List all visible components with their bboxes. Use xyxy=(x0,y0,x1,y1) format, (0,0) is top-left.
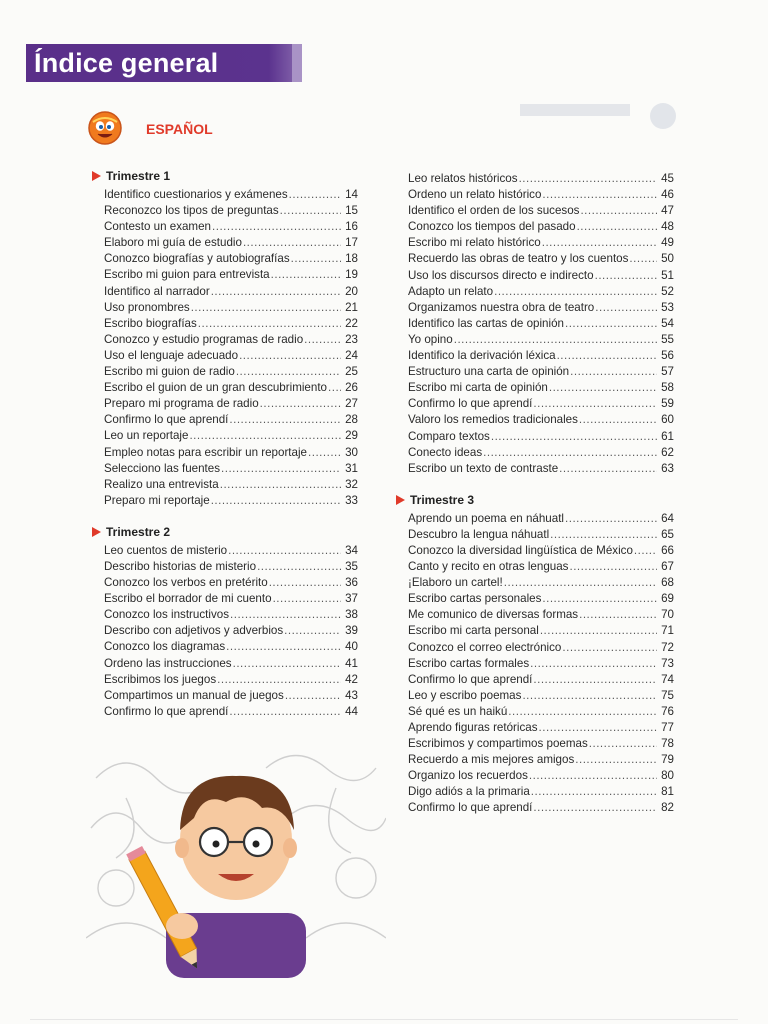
section-gap xyxy=(396,477,674,491)
dot-leader xyxy=(533,672,657,688)
toc-entry-page: 40 xyxy=(345,640,358,654)
toc-entry xyxy=(92,316,358,332)
toc-entry-page: 77 xyxy=(661,721,674,734)
toc-entry xyxy=(92,428,358,444)
toc-entry-page: 16 xyxy=(345,220,358,234)
toc-entry xyxy=(396,235,674,251)
dot-leader xyxy=(559,461,657,477)
toc-entry-page: 45 xyxy=(661,172,674,185)
toc-entry-page: 22 xyxy=(345,316,358,330)
toc-entry-page: 50 xyxy=(661,252,674,266)
toc-entry xyxy=(92,219,358,235)
toc-entry-page: 18 xyxy=(345,252,358,266)
dot-leader xyxy=(271,267,341,283)
toc-entry xyxy=(396,461,674,477)
toc-entry-title: Ordeno las instrucciones xyxy=(104,656,232,670)
dot-leader xyxy=(634,543,657,559)
toc-entry-title: Me comunico de diversas formas xyxy=(408,608,579,622)
dot-leader xyxy=(212,219,341,235)
toc-entry xyxy=(396,527,674,543)
dot-leader xyxy=(589,736,657,752)
toc-entry-title: Sé qué es un haikú xyxy=(408,704,508,718)
toc-entry-title: Confirmo lo que aprendí xyxy=(408,397,533,411)
toc-entry-page: 58 xyxy=(661,381,674,395)
toc-entry-title: Selecciono las fuentes xyxy=(104,461,221,475)
toc-entry xyxy=(396,364,674,380)
toc-entry-title: Leo relatos históricos xyxy=(408,172,518,185)
toc-entry-page: 24 xyxy=(345,348,358,362)
dot-leader xyxy=(539,720,657,736)
toc-entry-page: 36 xyxy=(345,576,358,590)
toc-entry xyxy=(92,704,358,720)
toc-entry-title: Conozco la diversidad lingüística de México xyxy=(408,543,633,557)
dot-leader xyxy=(289,187,341,203)
dot-leader xyxy=(504,575,657,591)
toc-entry xyxy=(92,559,358,575)
dot-leader xyxy=(533,396,657,412)
toc-entry-title: Realizo una entrevista xyxy=(104,477,219,491)
toc-entry-title: Confirmo lo que aprendí xyxy=(408,801,533,815)
toc-entry-title: Ordeno un relato histórico xyxy=(408,188,542,202)
toc-entry xyxy=(92,688,358,704)
toc-entry xyxy=(396,187,674,203)
dot-leader xyxy=(198,316,341,332)
toc-entry-title: Escribo mi guion de radio xyxy=(104,365,235,379)
toc-entry-title: Escribo el guion de un gran descubrimiento xyxy=(104,381,327,395)
toc-entry-page: 32 xyxy=(345,477,358,491)
toc-entry xyxy=(92,461,358,477)
toc-entry xyxy=(92,235,358,251)
toc-entry-title: ¡Elaboro un cartel! xyxy=(408,576,503,590)
toc-entry-title: Conozco los verbos en pretérito xyxy=(104,576,268,590)
dot-leader xyxy=(236,364,341,380)
toc-entry-page: 54 xyxy=(661,316,674,330)
dot-leader xyxy=(191,300,341,316)
toc-entry-title: Organizo los recuerdos xyxy=(408,769,528,783)
toc-entry-page: 81 xyxy=(661,785,674,799)
globe-mascot-icon xyxy=(86,108,124,146)
toc-entry-title: Conozco el correo electrónico xyxy=(408,640,562,654)
trimester-label: Trimestre 3 xyxy=(410,492,475,507)
dot-leader xyxy=(233,656,341,672)
toc-entry xyxy=(92,203,358,219)
toc-entry-title: Describo historias de misterio xyxy=(104,559,257,573)
toc-entry xyxy=(396,219,674,235)
toc-entry xyxy=(396,332,674,348)
dot-leader xyxy=(522,688,657,704)
toc-entry xyxy=(396,720,674,736)
toc-entry-title: Confirmo lo que aprendí xyxy=(408,672,533,686)
toc-entry-page: 52 xyxy=(661,284,674,298)
dot-leader xyxy=(280,203,341,219)
toc-entry xyxy=(396,396,674,412)
toc-entry-title: Leo un reportaje xyxy=(104,429,189,443)
dot-leader xyxy=(570,364,657,380)
toc-entry-title: Canto y recito en otras lenguas xyxy=(408,560,569,574)
toc-entry xyxy=(92,251,358,267)
toc-entry-page: 66 xyxy=(661,543,674,557)
toc-entry-title: Conozco y estudio programas de radio xyxy=(104,332,304,346)
trimester-label: Trimestre 1 xyxy=(106,169,171,183)
toc-entry-title: Recuerdo las obras de teatro y los cuentos xyxy=(408,252,629,266)
toc-entry xyxy=(92,543,358,559)
toc-entry-title: Identifico cuestionarios y exámenes xyxy=(104,188,288,201)
toc-entry xyxy=(92,623,358,639)
toc-entry xyxy=(396,800,674,816)
toc-entry-title: Describo con adjetivos y adverbios xyxy=(104,624,284,638)
toc-entry xyxy=(396,607,674,623)
toc-entry-title: Contesto un examen xyxy=(104,220,211,234)
dot-leader xyxy=(229,412,341,428)
toc-entry xyxy=(396,348,674,364)
toc-entry xyxy=(396,656,674,672)
toc-entry-page: 57 xyxy=(661,365,674,379)
toc-entry xyxy=(396,445,674,461)
dot-leader xyxy=(575,752,657,768)
toc-entry-page: 23 xyxy=(345,332,358,346)
toc-entry-title: Estructuro una carta de opinión xyxy=(408,365,570,379)
toc-entry-title: Identifico el orden de los sucesos xyxy=(408,204,580,218)
toc-entry-page: 15 xyxy=(345,204,358,218)
toc-entry-page: 37 xyxy=(345,592,358,606)
dot-leader xyxy=(221,461,341,477)
toc-entry-page: 38 xyxy=(345,608,358,622)
toc-entry xyxy=(396,412,674,428)
toc-entry-page: 78 xyxy=(661,737,674,751)
toc-entry xyxy=(92,380,358,396)
toc-entry xyxy=(396,171,674,187)
triangle-bullet-icon xyxy=(92,527,101,537)
toc-entry xyxy=(92,396,358,412)
toc-entry xyxy=(92,267,358,283)
dot-leader xyxy=(304,332,341,348)
dot-leader xyxy=(529,768,657,784)
toc-entry xyxy=(92,493,358,509)
toc-entry-page: 68 xyxy=(661,576,674,590)
toc-entry-page: 82 xyxy=(661,801,674,815)
toc-entry-page: 72 xyxy=(661,640,674,654)
toc-entry-title: Elaboro mi guía de estudio xyxy=(104,236,242,250)
dot-leader xyxy=(550,527,657,543)
toc-entry-page: 42 xyxy=(345,672,358,686)
toc-entry-page: 79 xyxy=(661,753,674,767)
toc-entry-page: 60 xyxy=(661,413,674,427)
toc-entry xyxy=(92,348,358,364)
boy-with-pencil-illustration xyxy=(86,738,386,978)
toc-entry-page: 80 xyxy=(661,769,674,783)
toc-entry-title: Uso el lenguaje adecuado xyxy=(104,348,239,362)
dot-leader xyxy=(189,428,341,444)
dot-leader xyxy=(243,235,341,251)
toc-entry-title: Preparo mi programa de radio xyxy=(104,397,259,411)
toc-entry xyxy=(92,364,358,380)
toc-entry-page: 51 xyxy=(661,268,674,282)
toc-entry xyxy=(92,284,358,300)
dot-leader xyxy=(257,559,341,575)
toc-entry-page: 75 xyxy=(661,688,674,702)
toc-entry-page: 19 xyxy=(345,268,358,282)
toc-entry-page: 33 xyxy=(345,493,358,507)
toc-entry xyxy=(396,543,674,559)
dot-leader xyxy=(595,268,657,284)
dot-leader xyxy=(228,543,341,559)
toc-entry-title: Escribo el borrador de mi cuento xyxy=(104,592,272,606)
toc-entry-page: 35 xyxy=(345,559,358,573)
toc-entry-page: 71 xyxy=(661,624,674,638)
dot-leader xyxy=(577,219,657,235)
triangle-bullet-icon xyxy=(92,171,101,181)
toc-column-right xyxy=(396,171,674,817)
trimester-heading xyxy=(396,491,674,509)
trimester-heading xyxy=(92,167,358,185)
dot-leader xyxy=(530,656,657,672)
dot-leader xyxy=(629,251,657,267)
dot-leader xyxy=(519,171,657,187)
dot-leader xyxy=(217,672,341,688)
toc-entry-page: 69 xyxy=(661,592,674,606)
dot-leader xyxy=(494,284,657,300)
toc-entry xyxy=(92,445,358,461)
toc-entry-title: Escribo mi carta personal xyxy=(408,624,539,638)
toc-entry-title: Recuerdo a mis mejores amigos xyxy=(408,753,575,767)
toc-entry xyxy=(92,591,358,607)
toc-entry-page: 29 xyxy=(345,429,358,443)
toc-entry-title: Leo y escribo poemas xyxy=(408,688,522,702)
dot-leader xyxy=(549,380,657,396)
subject-name: ESPAÑOL xyxy=(146,121,213,137)
page-bottom-edge xyxy=(30,1019,738,1020)
toc-entry-page: 20 xyxy=(345,284,358,298)
toc-entry-page: 25 xyxy=(345,365,358,379)
toc-entry-title: Compartimos un manual de juegos xyxy=(104,688,284,702)
toc-entry xyxy=(92,639,358,655)
dot-leader xyxy=(579,412,657,428)
toc-entry-title: Identifico al narrador xyxy=(104,284,210,298)
trimester-label: Trimestre 2 xyxy=(106,524,171,539)
toc-entry-page: 26 xyxy=(345,381,358,395)
toc-entry-page: 28 xyxy=(345,413,358,427)
dot-leader xyxy=(579,607,657,623)
toc-entry-page: 44 xyxy=(345,704,358,718)
toc-entry-page: 49 xyxy=(661,236,674,250)
toc-entry-page: 27 xyxy=(345,397,358,411)
toc-entry-title: Reconozco los tipos de preguntas xyxy=(104,204,279,218)
toc-entry-page: 56 xyxy=(661,349,674,363)
trimester-heading xyxy=(92,523,358,541)
toc-entry-page: 59 xyxy=(661,397,674,411)
dot-leader xyxy=(542,235,657,251)
toc-entry-page: 70 xyxy=(661,608,674,622)
dot-leader xyxy=(557,348,657,364)
dot-leader xyxy=(308,445,341,461)
toc-entry xyxy=(396,511,674,527)
toc-entry xyxy=(92,607,358,623)
dot-leader xyxy=(220,477,341,493)
dot-leader xyxy=(229,704,341,720)
dot-leader xyxy=(291,251,341,267)
toc-entry xyxy=(396,316,674,332)
toc-entry xyxy=(396,300,674,316)
toc-entry-title: Adapto un relato xyxy=(408,284,494,298)
toc-entry xyxy=(396,380,674,396)
dot-leader xyxy=(542,187,657,203)
toc-entry-title: Confirmo lo que aprendí xyxy=(104,704,229,718)
toc-entry xyxy=(396,672,674,688)
toc-entry-page: 39 xyxy=(345,624,358,638)
dot-leader xyxy=(230,607,341,623)
dot-leader xyxy=(211,284,341,300)
toc-entry xyxy=(396,429,674,445)
toc-entry-title: Escribo mi carta de opinión xyxy=(408,381,548,395)
toc-entry-page: 53 xyxy=(661,300,674,314)
toc-entry xyxy=(92,412,358,428)
dot-leader xyxy=(540,623,657,639)
toc-entry xyxy=(396,251,674,267)
toc-entry-page: 17 xyxy=(345,236,358,250)
toc-entry-title: Escribo cartas personales xyxy=(408,592,542,606)
dot-leader xyxy=(483,445,657,461)
toc-entry-page: 76 xyxy=(661,704,674,718)
toc-entry-page: 62 xyxy=(661,445,674,459)
toc-entry-title: Aprendo un poema en náhuatl xyxy=(408,511,564,525)
toc-entry-title: Conozco biografías y autobiografías xyxy=(104,252,290,266)
toc-entry xyxy=(92,332,358,348)
dot-leader xyxy=(239,348,341,364)
toc-entry xyxy=(396,688,674,704)
toc-entry-title: Escribimos los juegos xyxy=(104,672,217,686)
toc-entry-title: Descubro la lengua náhuatl xyxy=(408,527,550,541)
triangle-bullet-icon xyxy=(396,495,405,505)
toc-entry-page: 48 xyxy=(661,220,674,234)
toc-entry-title: Identifico las cartas de opinión xyxy=(408,316,564,330)
dot-leader xyxy=(562,640,657,656)
toc-entry-page: 34 xyxy=(345,543,358,557)
toc-entry-title: Escribo cartas formales xyxy=(408,656,530,670)
toc-entry xyxy=(396,704,674,720)
bleed-through-mark xyxy=(520,104,630,116)
toc-entry-page: 31 xyxy=(345,461,358,475)
toc-entry-title: Empleo notas para escribir un reportaje xyxy=(104,445,307,459)
dot-leader xyxy=(211,493,341,509)
toc-entry-title: Organizamos nuestra obra de teatro xyxy=(408,300,595,314)
dot-leader xyxy=(285,688,341,704)
dot-leader xyxy=(491,429,657,445)
toc-entry xyxy=(396,284,674,300)
dot-leader xyxy=(269,575,341,591)
toc-entry xyxy=(396,575,674,591)
section-gap xyxy=(92,509,358,523)
bleed-through-mark xyxy=(646,101,680,131)
toc-entry-page: 30 xyxy=(345,445,358,459)
toc-entry xyxy=(396,768,674,784)
toc-entry-page: 43 xyxy=(345,688,358,702)
dot-leader xyxy=(328,380,341,396)
toc-entry-page: 67 xyxy=(661,560,674,574)
toc-entry xyxy=(396,752,674,768)
toc-entry-title: Escribo mi relato histórico xyxy=(408,236,541,250)
toc-entry-title: Uso los discursos directo e indirecto xyxy=(408,268,594,282)
dot-leader xyxy=(226,639,341,655)
toc-entry-page: 65 xyxy=(661,527,674,541)
toc-entry xyxy=(92,187,358,203)
dot-leader xyxy=(508,704,657,720)
toc-entry-title: Valoro los remedios tradicionales xyxy=(408,413,578,427)
dot-leader xyxy=(569,559,657,575)
toc-entry xyxy=(396,203,674,219)
toc-entry-page: 73 xyxy=(661,656,674,670)
toc-entry xyxy=(92,672,358,688)
dot-leader xyxy=(565,511,657,527)
toc-entry-title: Escribo biografías xyxy=(104,316,197,330)
toc-entry-page: 47 xyxy=(661,204,674,218)
toc-entry-title: Conozco los instructivos xyxy=(104,608,230,622)
toc-entry xyxy=(92,477,358,493)
toc-entry-page: 46 xyxy=(661,188,674,202)
dot-leader xyxy=(454,332,657,348)
toc-entry-page: 41 xyxy=(345,656,358,670)
toc-entry xyxy=(396,591,674,607)
toc-entry xyxy=(396,784,674,800)
dot-leader xyxy=(531,784,657,800)
toc-entry-page: 64 xyxy=(661,511,674,525)
dot-leader xyxy=(542,591,657,607)
toc-entry-page: 55 xyxy=(661,332,674,346)
toc-entry-title: Comparo textos xyxy=(408,429,490,443)
dot-leader xyxy=(595,300,657,316)
toc-entry-title: Escribo un texto de contraste xyxy=(408,461,559,475)
toc-entry xyxy=(396,640,674,656)
toc-entry-title: Conozco los diagramas xyxy=(104,640,226,654)
toc-column-left xyxy=(92,167,358,720)
dot-leader xyxy=(533,800,657,816)
toc-entry-title: Conecto ideas xyxy=(408,445,483,459)
toc-entry xyxy=(92,300,358,316)
toc-entry-page: 61 xyxy=(661,429,674,443)
toc-entry-title: Conozco los tiempos del pasado xyxy=(408,220,576,234)
toc-entry-page: 74 xyxy=(661,672,674,686)
dot-leader xyxy=(580,203,657,219)
page-title: Índice general xyxy=(34,48,219,78)
toc-entry-title: Digo adiós a la primaria xyxy=(408,785,530,799)
toc-entry-title: Confirmo lo que aprendí xyxy=(104,413,229,427)
dot-leader xyxy=(260,396,341,412)
toc-entry xyxy=(396,559,674,575)
toc-entry-title: Aprendo figuras retóricas xyxy=(408,721,538,734)
dot-leader xyxy=(273,591,341,607)
toc-entry-title: Identifico la derivación léxica xyxy=(408,349,556,363)
toc-entry-title: Yo opino xyxy=(408,332,453,346)
toc-entry xyxy=(396,268,674,284)
toc-entry-page: 21 xyxy=(345,300,358,314)
toc-entry-title: Escribo mi guion para entrevista xyxy=(104,268,270,282)
toc-entry xyxy=(396,736,674,752)
toc-entry-title: Uso pronombres xyxy=(104,300,190,314)
dot-leader xyxy=(565,316,657,332)
toc-entry-title: Leo cuentos de misterio xyxy=(104,543,228,557)
toc-entry xyxy=(396,623,674,639)
toc-entry-title: Escribimos y compartimos poemas xyxy=(408,737,588,751)
toc-entry xyxy=(92,656,358,672)
toc-entry-page: 63 xyxy=(661,461,674,475)
toc-entry-page: 14 xyxy=(345,188,358,201)
dot-leader xyxy=(284,623,341,639)
toc-entry-title: Preparo mi reportaje xyxy=(104,493,210,507)
toc-entry xyxy=(92,575,358,591)
